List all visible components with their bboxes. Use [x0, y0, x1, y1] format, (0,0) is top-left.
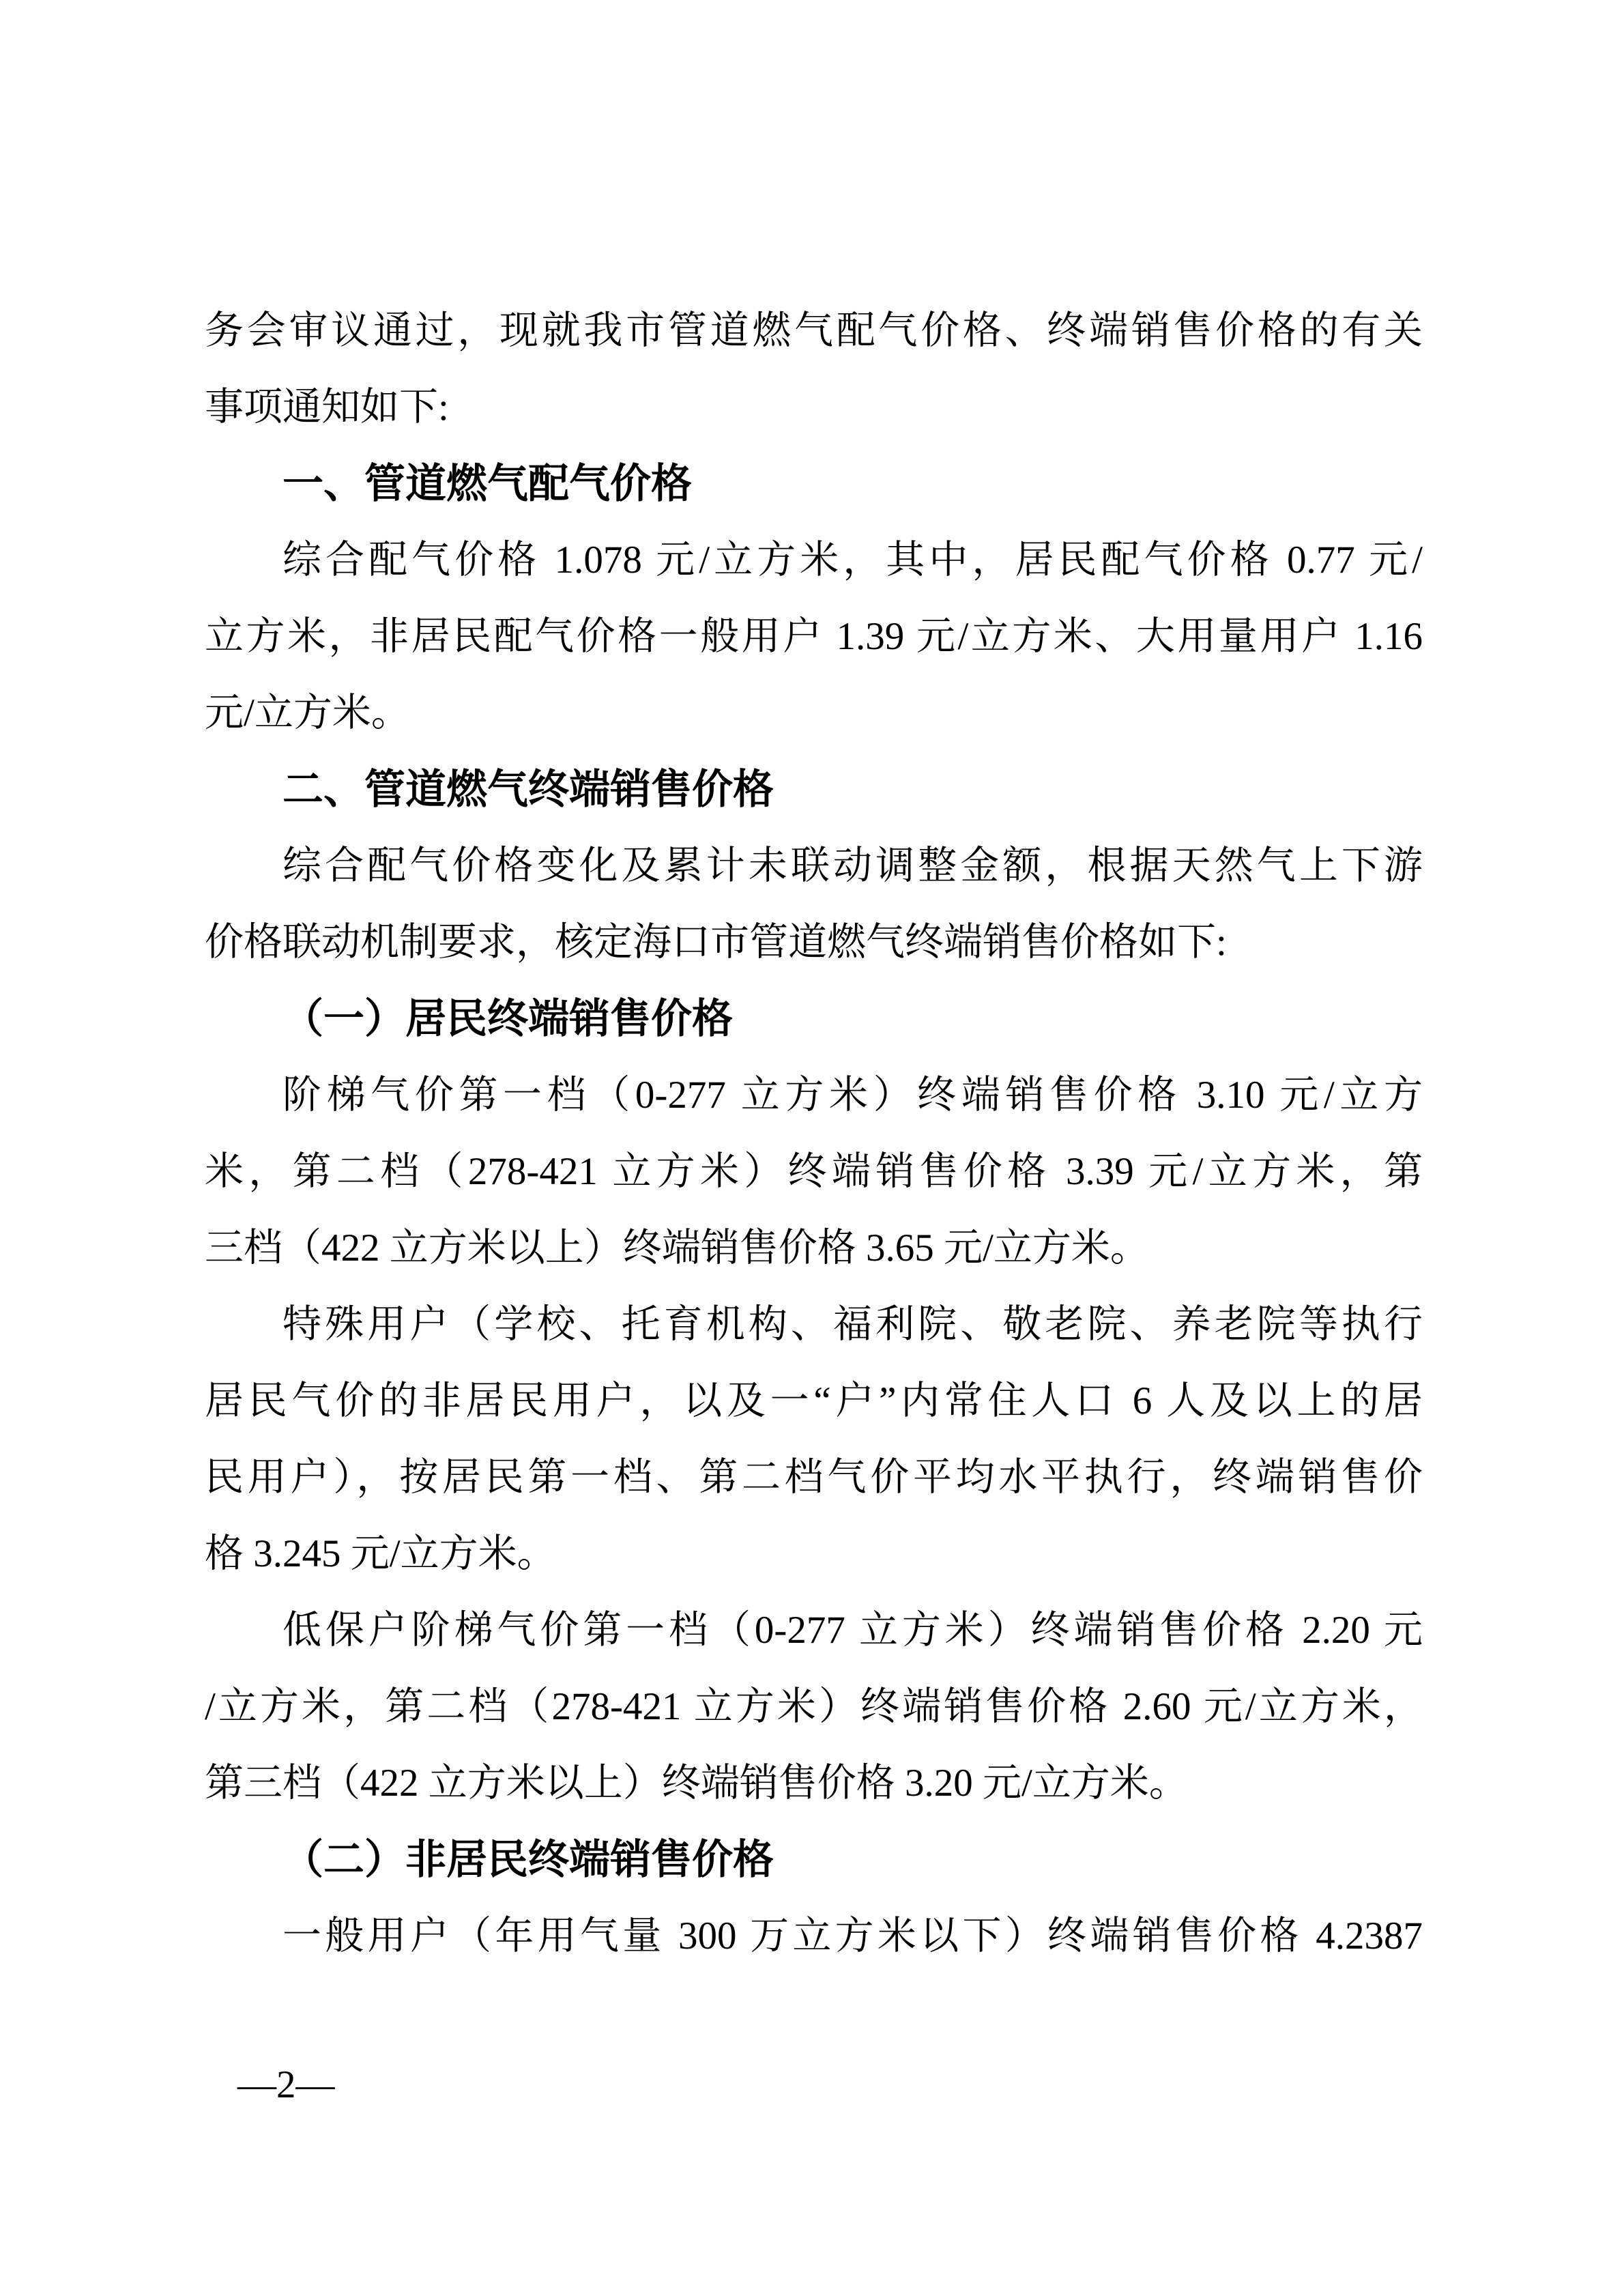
- paragraph-line: 综合配气价格变化及累计未联动调整金额，根据天然气上下游: [282, 844, 1423, 887]
- paragraph-line: 立方米，非居民配气价格一般用户 1.39 元/立方米、大用量用户 1.16: [205, 615, 1423, 658]
- paragraph-line: 事项通知如下:: [205, 386, 449, 429]
- section-heading: 一、管道燃气配气价格: [282, 461, 692, 506]
- paragraph-line: 综合配气价格 1.078 元/立方米，其中，居民配气价格 0.77 元/: [282, 539, 1423, 582]
- paragraph-line: 格 3.245 元/立方米。: [205, 1532, 556, 1575]
- paragraph-line: /立方米，第二档（278-421 立方米）终端销售价格 2.60 元/立方米，: [205, 1685, 1423, 1728]
- paragraph-line: 元/立方米。: [205, 691, 410, 734]
- paragraph-line: 特殊用户（学校、托育机构、福利院、敬老院、养老院等执行: [282, 1303, 1423, 1346]
- sub-section-heading: （二）非居民终端销售价格: [282, 1837, 774, 1882]
- document-body: [205, 293, 1423, 1975]
- page-number: —2—: [237, 2063, 335, 2106]
- paragraph-line: 阶梯气价第一档（0-277 立方米）终端销售价格 3.10 元/立方: [282, 1074, 1423, 1117]
- sub-section-heading: （一）居民终端销售价格: [282, 996, 733, 1042]
- paragraph-line: 第三档（422 立方米以上）终端销售价格 3.20 元/立方米。: [205, 1762, 1188, 1805]
- paragraph-line: 民用户），按居民第一档、第二档气价平均水平执行，终端销售价: [205, 1456, 1423, 1499]
- section-heading: 二、管道燃气终端销售价格: [282, 766, 774, 812]
- paragraph-line: 务会审议通过，现就我市管道燃气配气价格、终端销售价格的有关: [205, 309, 1423, 352]
- paragraph-line: 低保户阶梯气价第一档（0-277 立方米）终端销售价格 2.20 元: [282, 1609, 1423, 1652]
- paragraph-line: 米，第二档（278-421 立方米）终端销售价格 3.39 元/立方米，第: [205, 1150, 1423, 1193]
- paragraph-line: 价格联动机制要求，核定海口市管道燃气终端销售价格如下:: [205, 921, 1227, 964]
- paragraph-line: 三档（422 立方米以上）终端销售价格 3.65 元/立方米。: [205, 1226, 1149, 1269]
- paragraph-line: 居民气价的非居民用户，以及一“户”内常住人口 6 人及以上的居: [205, 1379, 1423, 1422]
- paragraph-line: 一般用户（年用气量 300 万立方米以下）终端销售价格 4.2387: [282, 1914, 1423, 1957]
